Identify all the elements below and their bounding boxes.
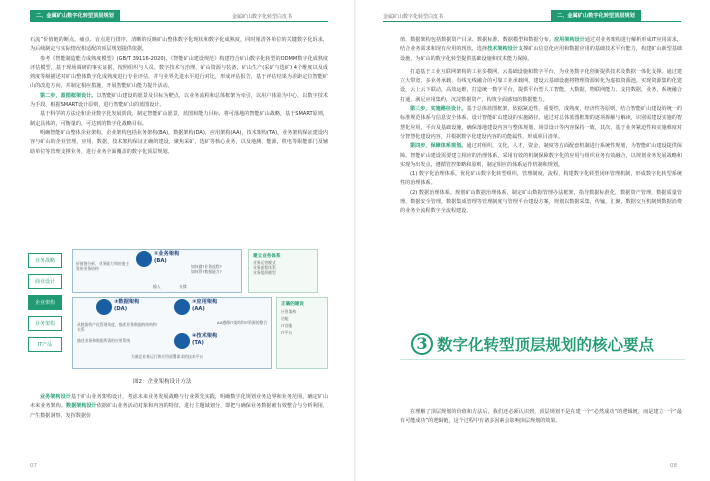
side-item-it-products: IT产品 xyxy=(28,337,62,352)
paragraph xyxy=(400,142,682,170)
left-body-top xyxy=(30,36,328,157)
header-title: 金属矿山数字化转型白皮书 xyxy=(232,14,293,20)
step-heading: 第三步，实施路径设计。 xyxy=(410,106,467,113)
business-system-panel xyxy=(248,249,318,293)
inline-heading: 业务架构设计 xyxy=(40,394,71,400)
bullet-item: 业务运营模式 xyxy=(253,260,276,265)
aa-title: ②应用架构 (AA) xyxy=(192,299,218,312)
paragraph-text: 基于矿山业务架构设计，考虑未来业务发展战略与行业领先实践，明确数字化规划业务边界和业务范围，确定矿山未来业务架构。 xyxy=(30,394,328,410)
step-heading: 第四步，保障体系规划。 xyxy=(410,143,467,150)
section-number-badge: 3 xyxy=(411,333,433,355)
side-item-business-design: 商业设计 xyxy=(28,274,62,289)
ba-title: ①业务架构 (BA) xyxy=(154,251,180,264)
ba-circle-icon xyxy=(136,251,152,267)
aa-note: 描述业务和数据所需的应用系统 xyxy=(77,338,131,343)
enterprise-architecture-diagram xyxy=(28,247,330,373)
paragraph: 在理解了顶层规划的价值和方法后，我们还必须认识到，顶层规划不是在建一个“必然成功”的逻辑链，而是建立一个“最有可能成功”的逻辑链，这个过程中有诸多因素会影响顶层规划的效果。 xyxy=(400,409,682,425)
step-heading: 第二步，蓝图框架设计。 xyxy=(40,92,97,99)
input-label: 输入 xyxy=(153,284,161,289)
paragraph xyxy=(400,36,682,64)
paragraph-text: 以智能矿山建设的愿景及目标为靶点，以业务流程和总体框架为牵引，以用户体验为中心，以数字技术为手段，根据SMART设计原则，进行智能矿山的蓝图设计。 xyxy=(30,92,328,109)
bullet-item: 业务流程体系 xyxy=(253,265,276,270)
paragraph: 参考《智能制造能力成熟度模型》(GB/T 39116-2020)、《智能矿山建设规范》构建符合矿山数字化转型的ODMM数字化成熟度评估模型，基于现场调研的事实证据，按照组织与人员、数字技术与治理、矿山资源与装备、矿山生产(采矿与选矿) 4个维度以及成熟度等级描述对矿山整体数字化成熟度进行专业评估，并与业界先进水平进行对比，形成评估报告，基于评估结果为差距定位智能矿山的改进方向，并制定相应措施，开展智能矿山能力提升活动。 xyxy=(30,55,328,90)
arch-note: AA遵循IT架构和IT资源的整合 xyxy=(217,320,268,325)
paragraph: 石流”价值链的断点、痛点、盲点进行排序，清晰的反映矿山整体数字化现状和数字化成熟度，同时厘清各单位的关键数字化诉求，为后续制定与实际情况相适配的顶层规划提供依据。 xyxy=(30,37,328,53)
side-item-business-architecture: 业务架构 xyxy=(28,316,62,331)
aa-circle-icon xyxy=(174,299,190,315)
right-item: 应用架构 xyxy=(281,309,297,314)
header-rule xyxy=(30,21,328,22)
correct-build-panel xyxy=(276,297,328,369)
business-system-title: 建立业务体系 xyxy=(253,254,281,259)
da-note: 从数据资产化管理角度，描述业务数据的结构和关系 xyxy=(77,322,157,332)
paragraph xyxy=(400,105,682,142)
paragraph: 基于科学的方法论和企业数字化发展阶段，制定智能矿山愿景，蓝图和能力目标，将可落地的智能矿山战略，基于SMART原则，制定具体的，可衡量的，可达到的数字化战略目标。 xyxy=(30,111,328,127)
section-underline xyxy=(400,359,685,360)
side-item-enterprise-architecture: 企业架构 xyxy=(28,295,62,310)
inline-heading: 技术架构设计 xyxy=(487,46,518,53)
right-body xyxy=(400,36,682,217)
paragraph: 打造基于工业互联网架构的工业多模网，云基础设施和数字平台，为业务数字化创新提供技术及数据一体化支撑。通过建立大带宽，多业务承载，有线无线融合的可靠工业承载网，建设云基础设施将物理资源转化为虚拟资源池，实现资源集约化建设，云上云下联动，高效运维，打造统一数字平台，提供平台型人工智能，大数据，物联网能力，支持数据，业务，系统融合打通，满足应用集约，沉淀数据资产，构筑全面感知的数据能力。 xyxy=(400,68,682,103)
side-item-business-strategy: 业务战略 xyxy=(28,253,62,268)
bullet-item: 业务组织模型 xyxy=(253,270,276,275)
header-rule xyxy=(383,21,681,22)
support-label: 支撑 xyxy=(179,284,187,289)
paragraph-text: 通过对组织，文化，人才，资金，制度等方面配套机制进行系统性规划，为智能矿山建设提供保障。智能矿山建设需要建立相应的治理体系，采用有效的机制保障数字化的应用与组织业务有效融合，以规划业务发展战略和实现为出发点，遵循管控策略和原则，制定相应的体系运作机制和规划。 xyxy=(400,143,682,168)
figure-caption: 图2：企业架构设计方法 xyxy=(133,379,192,385)
right-page xyxy=(355,0,710,481)
ta-circle-icon xyxy=(174,333,190,349)
header-title: 金属矿山数字化转型白皮书 xyxy=(383,14,444,20)
right-item: IT平台 xyxy=(281,330,293,335)
ba-right-note: 如何做?业务流程? 如何管?数据能力? xyxy=(191,264,222,274)
page-number: 08 xyxy=(670,463,677,469)
right-body-bottom xyxy=(400,408,682,427)
paragraph-text: 基于总体蓝图框架，依据紧迫性，重要性，成熟度，经济性等原则，结合智能矿山建设的统一的标准规范体系与信息安全体系，设计智能矿山建设的实施路径。通过对总体蓝图框架的逐项拆解与解读，识别需建设实施的智慧化应用，平台及基础设施，确保落地建设内容与整体规划，场景设计等内容保持一致，其次，基于业务紧迫性和实施难度对分智慧化建设内容，并根据数字化建设内容的功能属性，形成项目清单。 xyxy=(400,106,682,140)
paragraph-text: 依据矿山业务活动对象和内容的特征，进行主题域划分，即把与确保业务数据被有效整合与分析利用，产生数据洞察，发挥数据价 xyxy=(30,403,328,419)
paragraph: (1) 数字化治理体系。优化矿山数字化转型组织，管理制度，流程，构建数字化转型闭环管理机制，形成数字化转型系统性的治理体系。 xyxy=(400,171,682,187)
paragraph: (2) 数据治理体系。规划矿山数据治理体系，制定矿山数据管理办法框架，指导数据标准化，数据资产管理，数据质量管理，数据安全管理，数据集成管理等管理制度与管理平台建设方案，规划以数据采集，传输，汇聚，数据交互机制到数据消费的业务全流程数字全流程建设。 xyxy=(400,189,682,215)
right-item: IT设施 xyxy=(281,323,293,328)
inline-heading: 应用架构设计 xyxy=(554,37,585,43)
da-circle-icon xyxy=(96,299,112,315)
left-body-bottom xyxy=(30,393,328,421)
header-section-tab: 二、金属矿山数字化转型顶层规划 xyxy=(551,10,641,22)
paragraph-text: 值，数据架构包括数据资产目录、数据标准、数据模型和数据分布。 xyxy=(400,37,555,43)
paragraph: 明确智能矿山整体企业架构，企业架构包括业务架构(BA)，数据架构(DA)，应用架构(AA)，技术架构(TA)，业务架构保证建设内容与矿山的企业管理，应用，数据，技术架构保证正确的建设，聚焦采矿，选矿等核心业务，以及地测，能源，机电等职能部门及辅助单位等管理支撑业务，进行业务全面覆盖的数字化顶层规划。 xyxy=(30,129,329,155)
header-section-tab: 二、金属矿山数字化转型顶层规划 xyxy=(30,10,120,22)
paragraph xyxy=(30,393,328,421)
section-title: 数字化转型顶层规划的核心要点 xyxy=(437,336,655,354)
inline-heading: 数据架构设计 xyxy=(65,403,97,410)
paragraph-text: 通过对业务架构进行解析形成IT应用需求，结合业务需求和现有应用的现状，选择 xyxy=(400,37,682,53)
page-number: 07 xyxy=(30,463,37,469)
da-title: ③数据架构 (DA) xyxy=(114,299,140,312)
ba-top-note: 价值链分析、业务能力和价值主张的业务结构 xyxy=(76,261,130,271)
ta-title: ④技术架构 (TA) xyxy=(192,333,218,346)
ta-note: 为满足业务运行和应用部署需求的技术平台 xyxy=(131,354,204,359)
right-item: 功能 xyxy=(281,316,289,321)
paragraph-text: 支撑矿山信息化应用和数据应用的基础技术平台能力，构建矿山新型基础设施，为矿山的数字化转型提供基础设施和技术能力保障。 xyxy=(400,46,682,62)
correct-build-title: 正确的建设 xyxy=(281,302,304,307)
paragraph xyxy=(30,92,328,111)
